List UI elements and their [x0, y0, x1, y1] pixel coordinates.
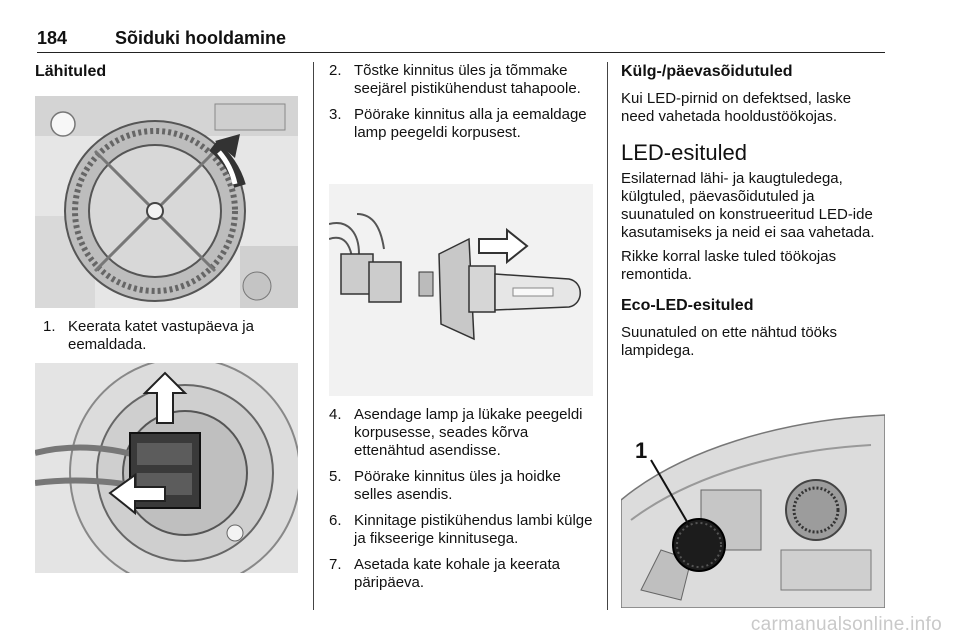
- page-number: 184: [37, 28, 68, 48]
- column-3: [621, 62, 886, 360]
- figure-callout-label: 1: [635, 438, 648, 463]
- column-divider-1: [313, 62, 314, 610]
- led-headlights-text: Esilaternad lähi- ja kaugtuledega, külgtuled, päevasõidutuled ja suunatuled on konstrueeritud LED-ide kasutamiseks ja neid ei saa vahetada.: [621, 170, 875, 241]
- column-divider-2: [607, 62, 608, 610]
- step-5: 5. Pöörake kinnitus üles ja hoidke selles asendis.: [329, 468, 561, 503]
- figure-headlamp-cover: [35, 96, 298, 308]
- column-2-steps-top: [329, 62, 594, 150]
- section-heading-side-lights: Külg-/päevasõidutuled: [621, 63, 793, 80]
- step-3: 3. Pöörake kinnitus alla ja eemaldage lamp peegeldi korpusest.: [329, 106, 587, 141]
- side-lights-text: Kui LED-pirnid on defektsed, laske need vahetada hooldustöökojas.: [621, 90, 852, 125]
- bulb-removal-illustration: [329, 184, 593, 396]
- step-2: 2. Tõstke kinnitus üles ja tõmmake seejärel pistikühendust tahapoole.: [329, 62, 581, 97]
- headlamp-cover-illustration: [35, 96, 298, 308]
- step-4: 4. Asendage lamp ja lükake peegeldi korpusesse, seades kõrva ettenähtud asendisse.: [329, 406, 583, 459]
- step-7: 7. Asetada kate kohale ja keerata päripäeva.: [329, 556, 560, 591]
- watermark: carmanualsonline.info: [750, 614, 942, 635]
- eco-led-headlamp-illustration: [621, 410, 885, 608]
- section-heading-low-beam: Lähituled: [35, 63, 107, 80]
- figure-eco-led-headlamp: [621, 410, 885, 608]
- column-1: [35, 62, 300, 82]
- page-header: [37, 26, 885, 53]
- chapter-title: Sõiduki hooldamine: [115, 28, 287, 48]
- step-6: 6. Kinnitage pistikühendus lambi külge ja fikseerige kinnitusega.: [329, 512, 593, 547]
- eco-led-text: Suunatuled on ette nähtud tööks lampidega.: [621, 324, 838, 359]
- section-heading-eco-led: Eco-LED-esituled: [621, 297, 754, 314]
- step-1: 1. Keerata katet vastupäeva ja eemaldada.: [43, 318, 254, 353]
- figure-connector-removal: [35, 363, 298, 573]
- column-1-steps: [35, 318, 300, 362]
- column-2-steps-bottom: [329, 406, 594, 600]
- section-heading-led-headlights: LED-esituled: [621, 140, 747, 165]
- connector-removal-illustration: [35, 363, 298, 573]
- led-repair-text: Rikke korral laske tuled töökojas remontida.: [621, 248, 837, 283]
- figure-bulb-removal: [329, 184, 593, 396]
